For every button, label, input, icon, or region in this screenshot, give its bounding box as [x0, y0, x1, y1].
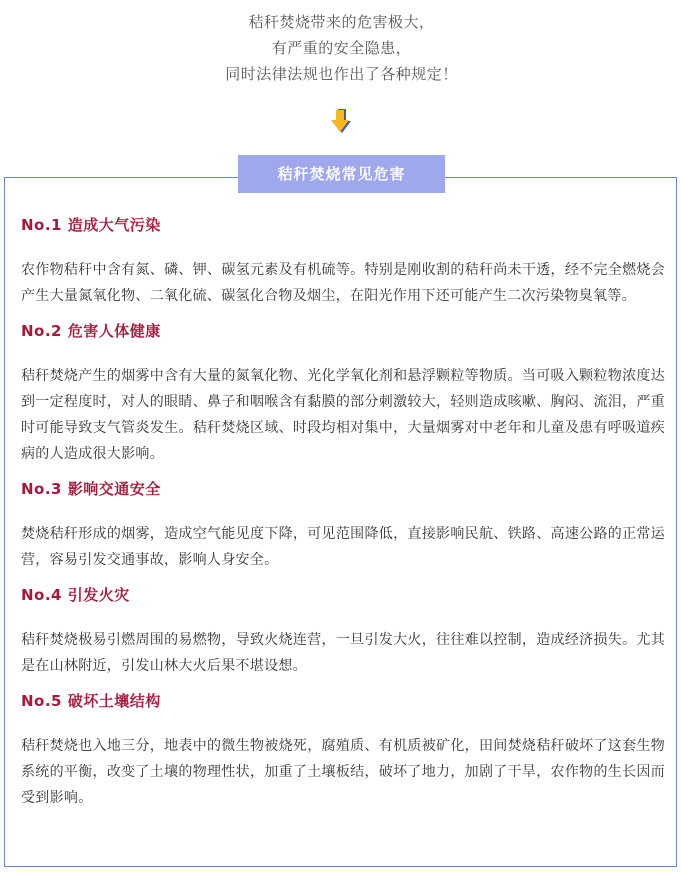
section-title-5: No.5 破坏土壤结构 [21, 692, 161, 710]
down-arrow-icon [329, 108, 353, 136]
hazards-content [21, 214, 665, 811]
section-body-2: 秸秆焚烧产生的烟雾中含有大量的氮氧化物、光化学氧化剂和悬浮颗粒等物质。当可吸入颗粒物浓度达到一定程度时，对人的眼睛、鼻子和咽喉含有黏膜的部分刺激较大，轻则造成咳嗽、胸闷、流泪，严重时可能导致支气管炎发生。秸秆焚烧区域、时段均相对集中，大量烟雾对中老年和儿童及患有呼吸道疾病的人造成很大影响。 [21, 368, 665, 462]
section-body-5: 秸秆焚烧也入地三分，地表中的微生物被烧死，腐殖质、有机质被矿化，田间焚烧秸秆破坏了这套生物系统的平衡，改变了土壤的物理性状，加重了土壤板结，破坏了地力，加剧了干旱，农作物的生长因而受到影响。 [21, 738, 665, 806]
section-title-2: No.2 危害人体健康 [21, 322, 161, 340]
box-title: 秸秆焚烧常见危害 [238, 155, 445, 193]
intro-line-2: 有严重的安全隐患， [271, 39, 412, 57]
intro-text [0, 9, 683, 87]
section-body-3: 焚烧秸秆形成的烟雾，造成空气能见度下降，可见范围降低，直接影响民航、铁路、高速公路的正常运营，容易引发交通事故，影响人身安全。 [21, 526, 665, 568]
intro-line-3: 同时法律法规也作出了各种规定！ [225, 65, 458, 83]
section-title-1: No.1 造成大气污染 [21, 216, 161, 234]
section-title-4: No.4 引发火灾 [21, 586, 130, 604]
intro-line-1: 秸秆焚烧带来的危害极大， [248, 13, 435, 31]
section-body-1: 农作物秸秆中含有氮、磷、钾、碳氢元素及有机硫等。特别是刚收割的秸秆尚未干透，经不完全燃烧会产生大量氮氧化物、二氧化硫、碳氢化合物及烟尘，在阳光作用下还可能产生二次污染物臭氧等。 [21, 262, 665, 304]
section-body-4: 秸秆焚烧极易引燃周围的易燃物，导致火烧连营，一旦引发大火，往往难以控制，造成经济损失。尤其是在山林附近，引发山林大火后果不堪设想。 [21, 632, 665, 674]
section-title-3: No.3 影响交通安全 [21, 480, 161, 498]
